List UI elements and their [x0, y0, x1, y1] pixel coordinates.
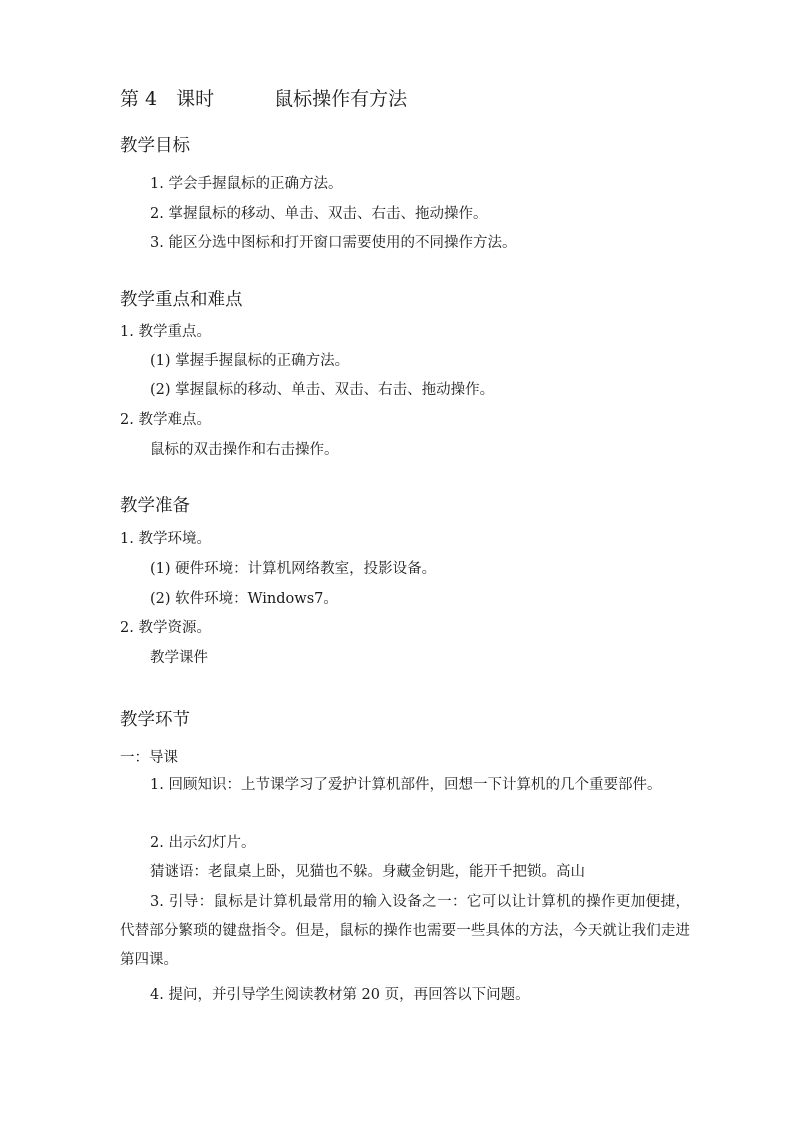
environment-label: 1. 教学环境。	[120, 531, 211, 547]
review-paragraph: 1. 回顾知识：上节课学习了爱护计算机部件，回想一下计算机的几个重要部件。	[150, 777, 662, 793]
lesson-name: 鼠标操作有方法	[274, 88, 408, 110]
difficulty-text: 鼠标的双击操作和右击操作。	[150, 442, 339, 458]
riddle-paragraph: 猜谜语：老鼠桌上卧，见猫也不躲。身藏金钥匙，能开千把锁。高山	[150, 864, 585, 880]
question-paragraph: 4. 提问，并引导学生阅读教材第 20 页，再回答以下问题。	[150, 987, 530, 1003]
objective-item: 2. 掌握鼠标的移动、单击、双击、右击、拖动操作。	[150, 206, 488, 222]
section-intro-label: 一：导课	[120, 750, 178, 766]
focus-item: (2) 掌握鼠标的移动、单击、双击、右击、拖动操作。	[150, 382, 495, 398]
objective-item: 3. 能区分选中图标和打开窗口需要使用的不同操作方法。	[150, 235, 517, 251]
focus-label: 1. 教学重点。	[120, 324, 211, 340]
resources-text: 教学课件	[150, 650, 208, 666]
environment-item: (1) 硬件环境：计算机网络教室，投影设备。	[150, 561, 437, 577]
process-heading: 教学环节	[120, 710, 190, 730]
environment-item: (2) 软件环境：Windows7。	[150, 591, 338, 607]
resources-label: 2. 教学资源。	[120, 620, 211, 636]
lesson-title	[120, 84, 407, 111]
lesson-number: 第 4 课时	[120, 88, 215, 110]
guide-paragraph: 3. 引导：鼠标是计算机最常用的输入设备之一：它可以让计算机的操作更加便捷，代替部分繁琐的键盘指令。但是，鼠标的操作也需要一些具体的方法，今天就让我们走进第四课。	[120, 894, 690, 968]
slides-paragraph: 2. 出示幻灯片。	[150, 835, 256, 851]
key-points-heading: 教学重点和难点	[120, 290, 243, 310]
difficulty-label: 2. 教学难点。	[120, 412, 211, 428]
objective-item: 1. 学会手握鼠标的正确方法。	[150, 176, 343, 192]
objectives-heading: 教学目标	[120, 136, 190, 156]
focus-item: (1) 掌握手握鼠标的正确方法。	[150, 353, 350, 369]
preparation-heading: 教学准备	[120, 496, 190, 516]
